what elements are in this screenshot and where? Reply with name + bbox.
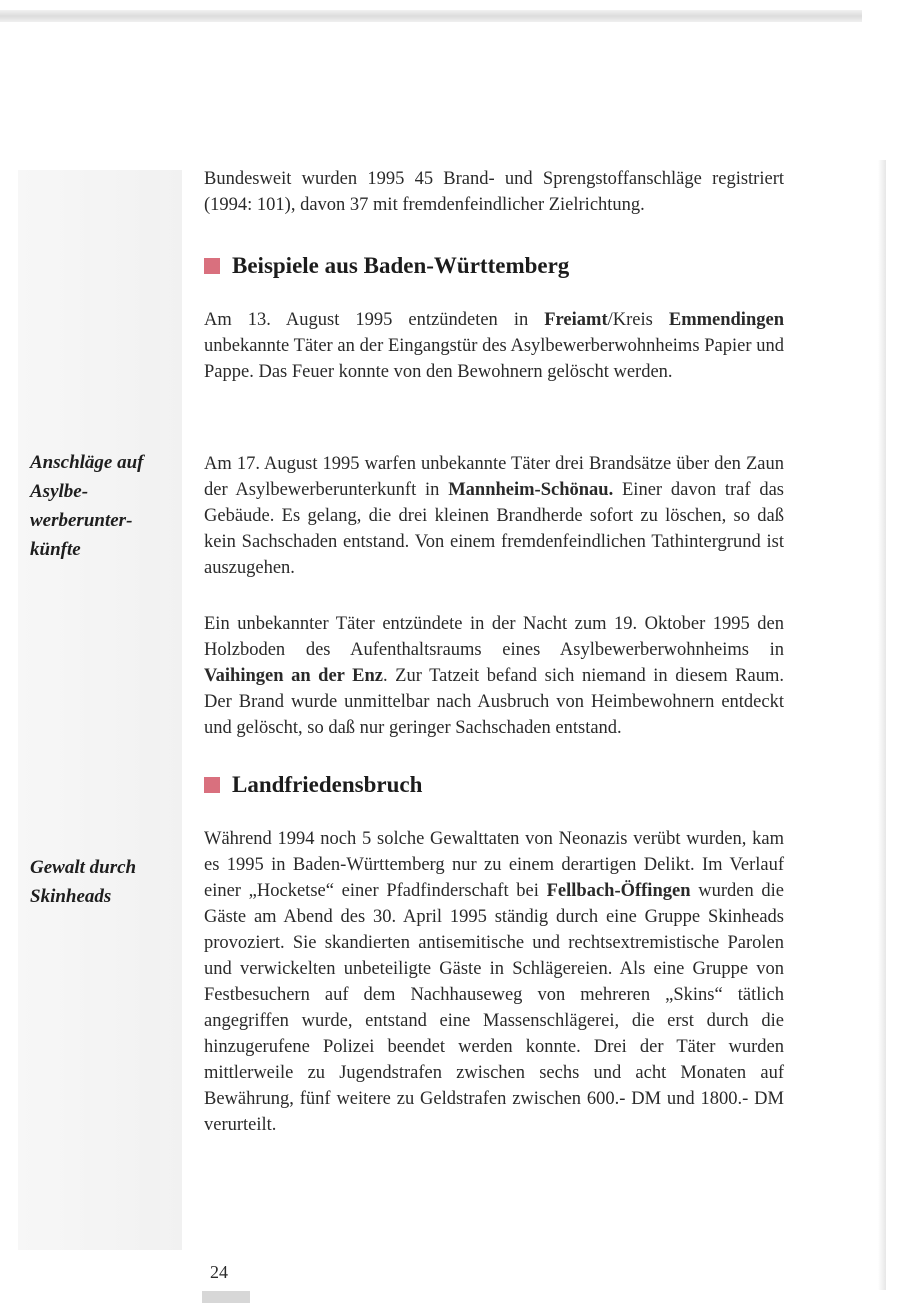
section-heading-landfriedensbruch xyxy=(204,770,422,800)
text-run: . Zur Tatzeit befand sich niemand in diesem Raum. Der Brand wurde unmittelbar nach Ausbruch von Heimbewohnern entdeckt und gelöscht, so daß nur geringer Sachschaden entstand. xyxy=(204,666,784,738)
section-heading-baden-wuerttemberg xyxy=(204,251,569,281)
top-rule xyxy=(0,10,862,22)
text-run: /Kreis xyxy=(607,310,669,330)
text-run: Am 13. August 1995 entzündeten in xyxy=(204,310,545,330)
margin-note-skinheads: Gewalt durch Skinheads xyxy=(30,857,137,907)
heading-square-icon xyxy=(204,258,220,274)
heading-text: Landfriedensbruch xyxy=(232,772,423,797)
paragraph-fellbach xyxy=(204,826,784,1138)
page-tab-marker xyxy=(202,1291,250,1303)
place-fellbach-oeffingen: Fellbach-Öffingen xyxy=(546,881,691,901)
page-number: 24 xyxy=(210,1262,228,1282)
text-run: Während 1994 noch 5 solche Gewalttaten von Neonazis verübt wurden, kam es 1995 in Baden-Württemberg nur zu einem derartigen Delikt. Im Verlauf einer „Hocketse“ einer Pfadfinderschaft bei xyxy=(204,829,784,901)
paragraph-vaihingen xyxy=(204,611,784,741)
margin-panel xyxy=(18,170,182,1250)
place-emmendingen: Emmendingen xyxy=(668,310,784,330)
heading-text: Beispiele aus Baden-Württemberg xyxy=(232,253,570,278)
place-vaihingen: Vaihingen an der Enz xyxy=(204,666,383,686)
intro-text: Bundesweit wurden 1995 45 Brand- und Sprengstoffanschläge registriert (1994: 101), davon 37 mit fremdenfeindlicher Zielrichtung. xyxy=(204,169,784,215)
text-run: wurden die Gäste am Abend des 30. April 1995 ständig durch eine Gruppe Skinheads provoziert. Sie skandierten antisemitische und rechtsextremistische Parolen und verwickelten unbeteiligte Gäste in Schlägereien. Als eine Gruppe von Festbesuchern auf dem Nachhauseweg von mehreren „Skins“ tätlich angegriffen wurde, entstand eine Massenschlägerei, die erst durch die hinzugerufene Polizei beendet werden konnte. Drei der Täter wurden mittlerweile zu Jugendstrafen zwischen sechs und acht Monaten auf Bewährung, fünf weitere zu Geldstrafen zwischen 600.- DM und 1800.- DM verurteilt. xyxy=(204,881,784,1135)
place-mannheim-schoenau: Mannheim-Schönau. xyxy=(448,480,614,500)
paragraph-mannheim xyxy=(204,451,784,581)
text-run: Ein unbekannter Täter entzündete in der Nacht zum 19. Oktober 1995 den Holzboden des Aufenthaltsraums eines Asylbewerberwohnheims in xyxy=(204,614,784,660)
place-freiamt: Freiamt xyxy=(544,310,608,330)
text-run: Am 17. August 1995 warfen unbekannte Täter drei Brandsätze über den Zaun der Asylbewerberunterkunft in xyxy=(204,454,784,500)
paragraph-freiamt xyxy=(204,307,784,385)
text-run: Einer davon traf das Gebäude. Es gelang, die drei kleinen Brandherde sofort zu löschen, so daß kein Sachschaden entstand. Von einem fremdenfeindlichen Tathintergrund ist auszugehen. xyxy=(204,480,784,578)
heading-square-icon xyxy=(204,777,220,793)
intro-paragraph xyxy=(204,166,784,218)
margin-note-anschlaege: Anschläge auf Asylbewerberunterkünfte xyxy=(30,452,144,560)
text-run: unbekannte Täter an der Eingangstür des Asylbewerberwohnheims Papier und Pappe. Das Feuer konnte von den Bewohnern gelöscht werden. xyxy=(204,336,784,382)
page-edge-shadow xyxy=(878,160,886,1290)
